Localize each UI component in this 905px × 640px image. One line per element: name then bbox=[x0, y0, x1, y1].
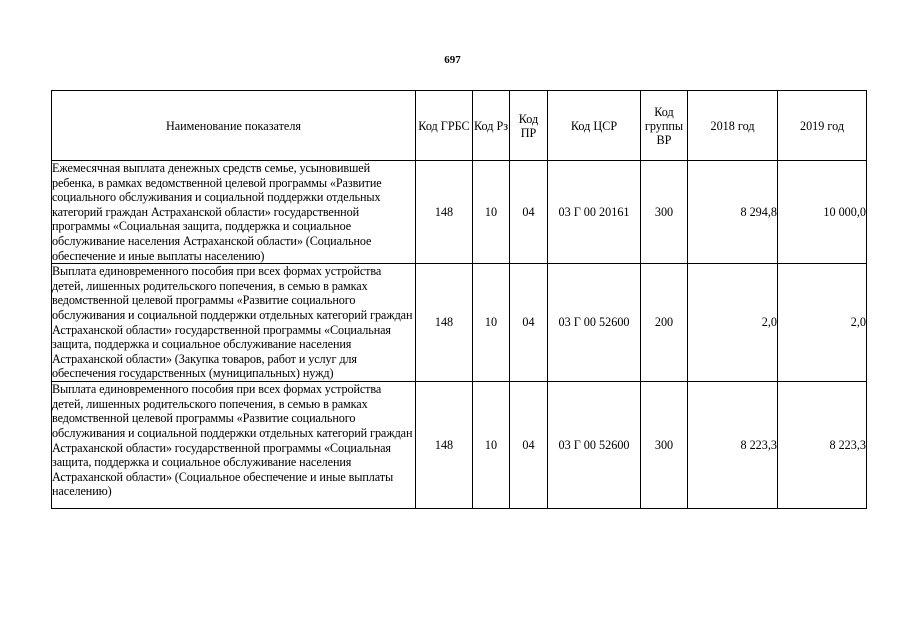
pr-code: 04 bbox=[510, 161, 548, 264]
indicator-name: Ежемесячная выплата денежных средств семье, усыновившей ребенка, в рамках ведомственной целевой программы «Развитие социального обслуживания и социальной поддержки отдельных категорий граждан Астраханской области» государственной программы «Социальная защита, поддержка и социальное обслуживание населения Астраханской области» (Социальное обеспечение и иные выплаты населению) bbox=[52, 161, 416, 264]
table-row bbox=[52, 382, 867, 509]
vr-code: 200 bbox=[641, 264, 688, 382]
header-2018: 2018 год bbox=[688, 91, 778, 161]
csr-code: 03 Г 00 52600 bbox=[548, 264, 641, 382]
header-row bbox=[52, 91, 867, 161]
header-vr: Код группы ВР bbox=[641, 91, 688, 161]
grbs-code: 148 bbox=[416, 161, 473, 264]
header-csr: Код ЦСР bbox=[548, 91, 641, 161]
csr-code: 03 Г 00 20161 bbox=[548, 161, 641, 264]
amount-2018: 8 294,8 bbox=[688, 161, 778, 264]
vr-code: 300 bbox=[641, 161, 688, 264]
grbs-code: 148 bbox=[416, 264, 473, 382]
indicator-name: Выплата единовременного пособия при всех формах устройства детей, лишенных родительского попечения, в семью в рамках ведомственной целевой программы «Развитие социального обслуживания и социальной поддержки отдельных категорий граждан Астраханской области» государственной программы «Социальная защита, поддержка и социальное обслуживание населения Астраханской области» (Закупка товаров, работ и услуг для обеспечения государственных (муниципальных) нужд) bbox=[52, 264, 416, 382]
amount-2019: 8 223,3 bbox=[778, 382, 867, 509]
rz-code: 10 bbox=[473, 161, 510, 264]
table-row bbox=[52, 161, 867, 264]
csr-code: 03 Г 00 52600 bbox=[548, 382, 641, 509]
header-rz: Код Рз bbox=[473, 91, 510, 161]
amount-2019: 2,0 bbox=[778, 264, 867, 382]
indicator-name: Выплата единовременного пособия при всех формах устройства детей, лишенных родительского попечения, в семью в рамках ведомственной целевой программы «Развитие социального обслуживания и социальной поддержки отдельных категорий граждан Астраханской области» государственной программы «Социальная защита, поддержка и социальное обслуживание населения Астраханской области» (Социальное обеспечение и иные выплаты населению) bbox=[52, 382, 416, 509]
rz-code: 10 bbox=[473, 382, 510, 509]
page-number: 697 bbox=[444, 54, 461, 66]
header-pr: Код ПР bbox=[510, 91, 548, 161]
grbs-code: 148 bbox=[416, 382, 473, 509]
table-row bbox=[52, 264, 867, 382]
vr-code: 300 bbox=[641, 382, 688, 509]
header-2019: 2019 год bbox=[778, 91, 867, 161]
pr-code: 04 bbox=[510, 264, 548, 382]
header-grbs: Код ГРБС bbox=[416, 91, 473, 161]
amount-2018: 2,0 bbox=[688, 264, 778, 382]
budget-table bbox=[51, 90, 867, 509]
rz-code: 10 bbox=[473, 264, 510, 382]
amount-2018: 8 223,3 bbox=[688, 382, 778, 509]
header-name: Наименование показателя bbox=[52, 91, 416, 161]
pr-code: 04 bbox=[510, 382, 548, 509]
amount-2019: 10 000,0 bbox=[778, 161, 867, 264]
